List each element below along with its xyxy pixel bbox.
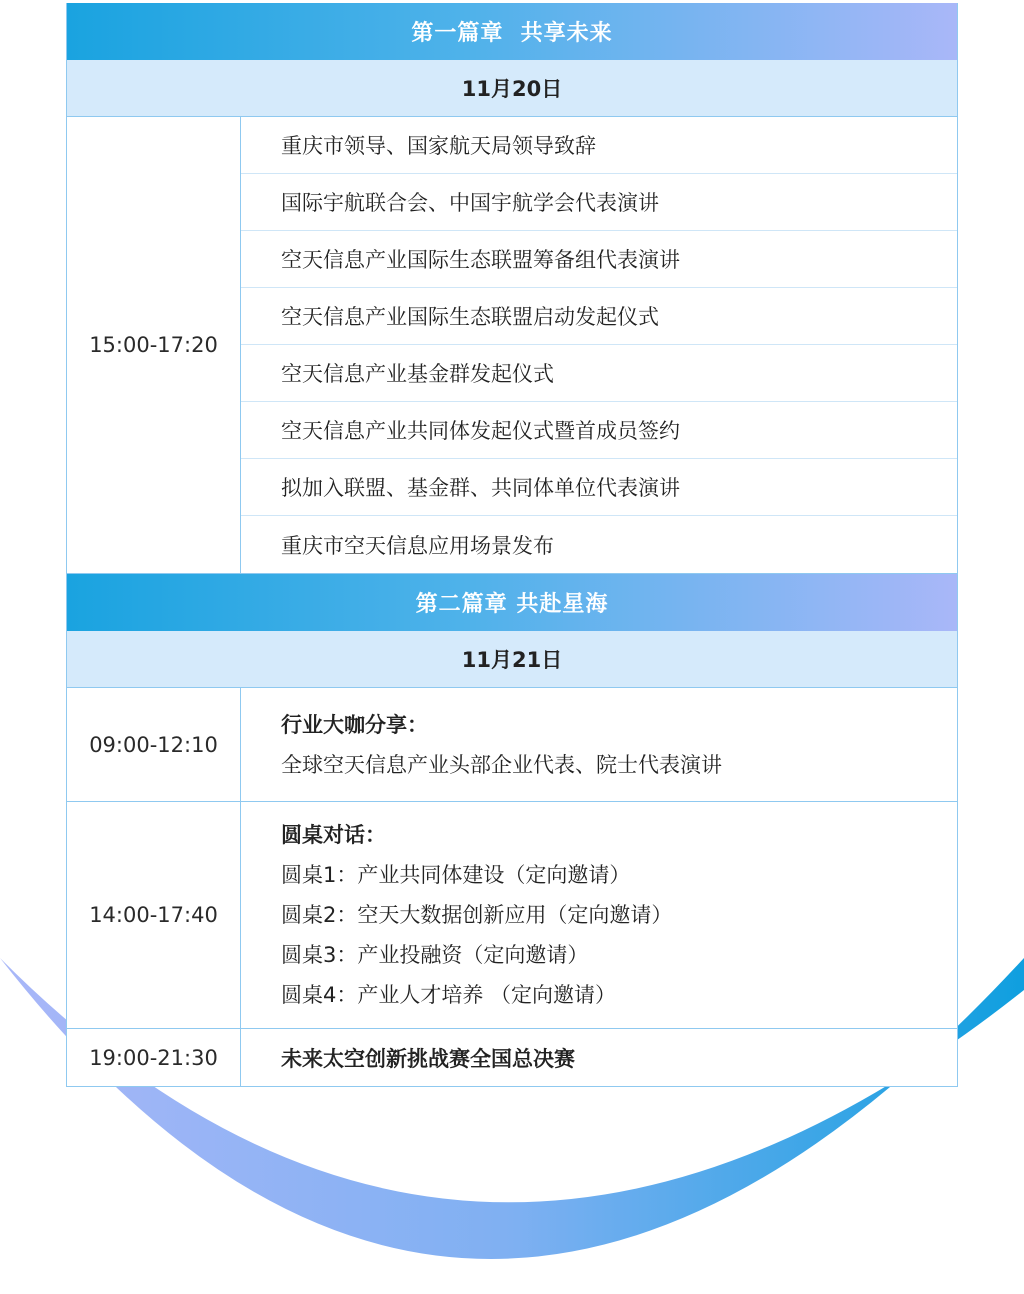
session-time: 14:00-17:40 [67,802,241,1028]
session-line: 圆桌3：产业投融资（定向邀请） [281,943,589,967]
agenda-block [67,1029,957,1086]
agenda-item: 空天信息产业共同体发起仪式暨首成员签约 [241,402,957,459]
agenda-item: 国际宇航联合会、中国宇航学会代表演讲 [241,174,957,231]
session-details [241,688,957,801]
session-line: 圆桌2：空天大数据创新应用（定向邀请） [281,903,673,927]
agenda-item: 空天信息产业国际生态联盟筹备组代表演讲 [241,231,957,288]
session-time: 15:00-17:20 [67,117,241,573]
session-heading: 圆桌对话： [281,823,386,847]
session-line: 圆桌4：产业人才培养 （定向邀请） [281,983,617,1007]
chapter-two-header: 第二篇章 共赴星海 [67,574,957,631]
agenda-item: 空天信息产业国际生态联盟启动发起仪式 [241,288,957,345]
agenda-block [67,117,957,574]
session-items [241,117,957,573]
agenda-item: 拟加入联盟、基金群、共同体单位代表演讲 [241,459,957,516]
chapter-one-header: 第一篇章 共享未来 [67,3,957,60]
agenda-block [67,802,957,1029]
agenda-item: 空天信息产业基金群发起仪式 [241,345,957,402]
session-line: 圆桌1：产业共同体建设（定向邀请） [281,863,631,887]
session-heading: 行业大咖分享： [281,712,428,737]
session-line: 全球空天信息产业头部企业代表、院士代表演讲 [281,752,722,777]
agenda-item: 重庆市空天信息应用场景发布 [281,533,554,558]
session-details [241,802,957,1028]
session-time: 09:00-12:10 [67,688,241,801]
chapter-two-date: 11月21日 [67,631,957,688]
session-time: 19:00-21:30 [67,1029,241,1086]
agenda-table [66,3,958,1087]
agenda-block [67,688,957,802]
agenda-item: 重庆市领导、国家航天局领导致辞 [241,117,957,174]
chapter-one-date: 11月20日 [67,60,957,117]
session-title: 未来太空创新挑战赛全国总决赛 [281,1046,575,1071]
